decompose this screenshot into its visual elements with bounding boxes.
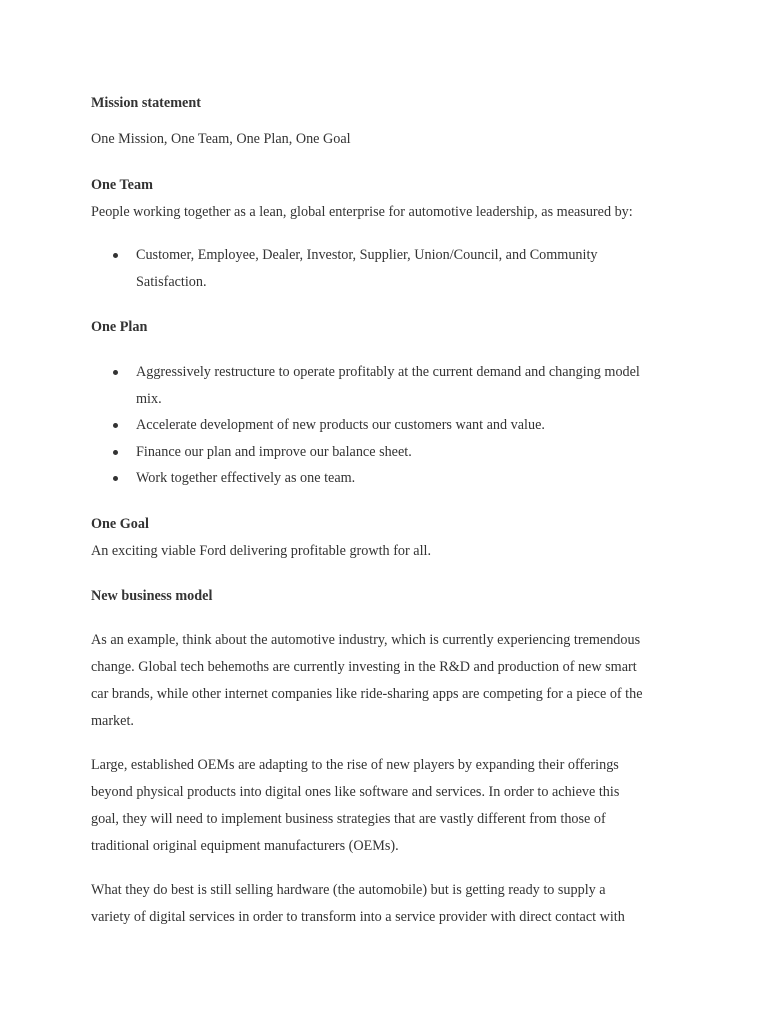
paragraph-line: market.	[91, 713, 134, 729]
new-business-model-heading: New business model	[91, 588, 213, 604]
one-plan-list	[91, 359, 640, 492]
list-item-text: Accelerate development of new products our customers want and value.	[136, 417, 545, 433]
one-goal-text: An exciting viable Ford delivering profitable growth for all.	[91, 543, 432, 559]
one-team-list	[91, 242, 598, 295]
bullet-icon	[113, 253, 118, 258]
paragraph-line: What they do best is still selling hardware (the automobile) but is getting ready to supply a	[91, 882, 606, 898]
bullet-icon	[113, 450, 118, 455]
list-item-text: Customer, Employee, Dealer, Investor, Supplier, Union/Council, and Community	[136, 247, 598, 263]
list-item	[91, 465, 640, 492]
bullet-icon	[113, 476, 118, 481]
bullet-icon	[113, 423, 118, 428]
list-item-text: Satisfaction.	[136, 273, 207, 290]
one-team-heading: One Team	[91, 177, 153, 193]
paragraph-line: goal, they will need to implement business strategies that are vastly different from those of	[91, 811, 606, 827]
bullet-icon	[113, 370, 118, 375]
paragraph-line: beyond physical products into digital ones like software and services. In order to achieve this	[91, 784, 620, 800]
paragraph-line: car brands, while other internet companies like ride-sharing apps are competing for a piece of the	[91, 686, 643, 702]
paragraph-line: traditional original equipment manufacturers (OEMs).	[91, 838, 399, 854]
list-item-text: Aggressively restructure to operate profitably at the current demand and changing model	[136, 364, 640, 380]
paragraph-line: variety of digital services in order to transform into a service provider with direct contact with	[91, 909, 625, 925]
list-item-text: Finance our plan and improve our balance sheet.	[136, 443, 412, 460]
list-item	[91, 412, 640, 439]
list-item	[91, 242, 598, 295]
mission-statement-heading: Mission statement	[91, 95, 201, 111]
one-plan-heading: One Plan	[91, 319, 148, 335]
paragraph	[91, 752, 619, 860]
list-item-text: mix.	[136, 390, 162, 407]
list-item	[91, 359, 640, 412]
paragraph-line: change. Global tech behemoths are currently investing in the R&D and production of new smart	[91, 659, 637, 675]
list-item-text: Work together effectively as one team.	[136, 470, 356, 486]
paragraph	[91, 877, 625, 931]
one-goal-heading: One Goal	[91, 516, 149, 532]
one-team-intro: People working together as a lean, global enterprise for automotive leadership, as measured by:	[91, 204, 633, 220]
list-item	[91, 439, 640, 466]
paragraph-line: As an example, think about the automotive industry, which is currently experiencing tremendous	[91, 632, 641, 648]
paragraph-line: Large, established OEMs are adapting to the rise of new players by expanding their offerings	[91, 757, 619, 773]
paragraph	[91, 627, 643, 735]
mission-line: One Mission, One Team, One Plan, One Goal	[91, 131, 351, 147]
